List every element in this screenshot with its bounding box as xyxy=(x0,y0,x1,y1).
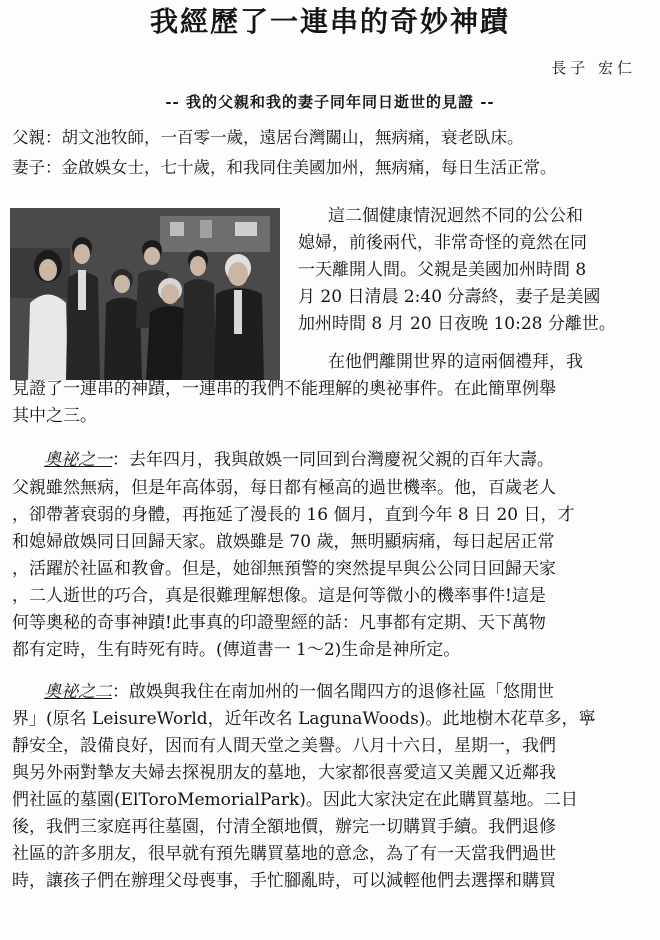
paragraph-line: ，活躍於社區和教會。但是，她卻無預警的突然提早與公公同日回歸天家 xyxy=(12,559,556,579)
section-two-first-line: 奧祕之二：啟娛與我住在南加州的一個名聞四方的退修社區「悠閒世 xyxy=(44,682,554,702)
info-father: 父親：胡文池牧師，一百零一歲，遠居台灣關山，無病痛，衰老臥床。 xyxy=(12,128,524,147)
paragraph-line: 界」(原名 LeisureWorld，近年改名 LagunaWoods)。此地樹木花草多，寧 xyxy=(12,709,596,729)
paragraph-line: ，二人逝世的巧合，真是很難理解想像。這是何等微小的機率事件!這是 xyxy=(12,586,546,606)
paragraph-line: 加州時間 8 月 20 日夜晚 10:28 分離世。 xyxy=(298,314,616,334)
page-title: 我經歷了一連串的奇妙神蹟 xyxy=(149,5,510,38)
paragraph-line: 都有定時，生有時死有時。(傳道書一 1～2)生命是神所定。 xyxy=(12,640,461,660)
paragraph-line: 與另外兩對摯友夫婦去探視朋友的墓地，大家都很喜愛這又美麗又近鄰我 xyxy=(12,763,556,783)
section-one-label: 奧祕之一 xyxy=(44,450,112,470)
info-wife: 妻子：金啟娛女士，七十歲，和我同住美國加州，無病痛，每日生活正常。 xyxy=(12,158,557,177)
section-two-label: 奧祕之二 xyxy=(44,682,112,702)
paragraph-line: 父親雖然無病，但是年高体弱，每日都有極高的過世機率。他，百歲老人 xyxy=(12,478,556,498)
family-group-photo-icon xyxy=(10,208,280,380)
paragraph-line: 和媳婦啟娛同日回歸天家。啟娛雖是 70 歲，無明顯病痛，每日起居正常 xyxy=(12,532,555,552)
paragraph-line: 何等奧秘的奇事神蹟!此事真的印證聖經的話：凡事都有定期、天下萬物 xyxy=(12,613,546,633)
paragraph-line: 這二個健康情況迥然不同的公公和 xyxy=(328,206,583,226)
paragraph-line: 靜安全，設備良好，因而有人間天堂之美譽。八月十六日，星期一，我們 xyxy=(12,736,556,756)
paragraph-line: 媳婦，前後兩代，非常奇怪的竟然在同 xyxy=(298,233,587,253)
paragraph-line: 們社區的墓園(ElToroMemorialPark)。因此大家決定在此購買墓地。二日 xyxy=(12,790,578,810)
paragraph-line: 見證了一連串的神蹟，一連串的我們不能理解的奧祕事件。在此簡單例舉 xyxy=(12,379,556,399)
paragraph-line: 其中之三。 xyxy=(12,406,97,426)
paragraph-line: ，卻帶著衰弱的身體，再拖延了漫長的 16 個月，直到今年 8 日 20 日，才 xyxy=(12,505,575,525)
paragraph-line: 時，讓孩子們在辦理父母喪事，手忙腳亂時，可以減輕他們去選擇和購買 xyxy=(12,871,556,891)
subtitle: -- 我的父親和我的妻子同年同日逝世的見證 -- xyxy=(165,93,495,111)
section-one-first-line: 奧祕之一：去年四月，我與啟娛一同回到台灣慶祝父親的百年大壽。 xyxy=(44,450,554,470)
paragraph-line: 月 20 日清晨 2:40 分壽終，妻子是美國 xyxy=(298,287,601,307)
family-photo xyxy=(10,208,280,380)
paragraph-line: 社區的許多朋友，很早就有預先購買墓地的意念，為了有一天當我們過世 xyxy=(12,844,556,864)
author-line: 長子 宏仁 xyxy=(551,59,636,77)
paragraph-line: 一天離開人間。父親是美國加州時間 8 xyxy=(298,260,587,280)
paragraph-line: 後，我們三家庭再往墓園，付清全額地價，辦完一切購買手續。我們退修 xyxy=(12,817,556,837)
paragraph-line: 在他們離開世界的這兩個禮拜，我 xyxy=(328,352,583,372)
